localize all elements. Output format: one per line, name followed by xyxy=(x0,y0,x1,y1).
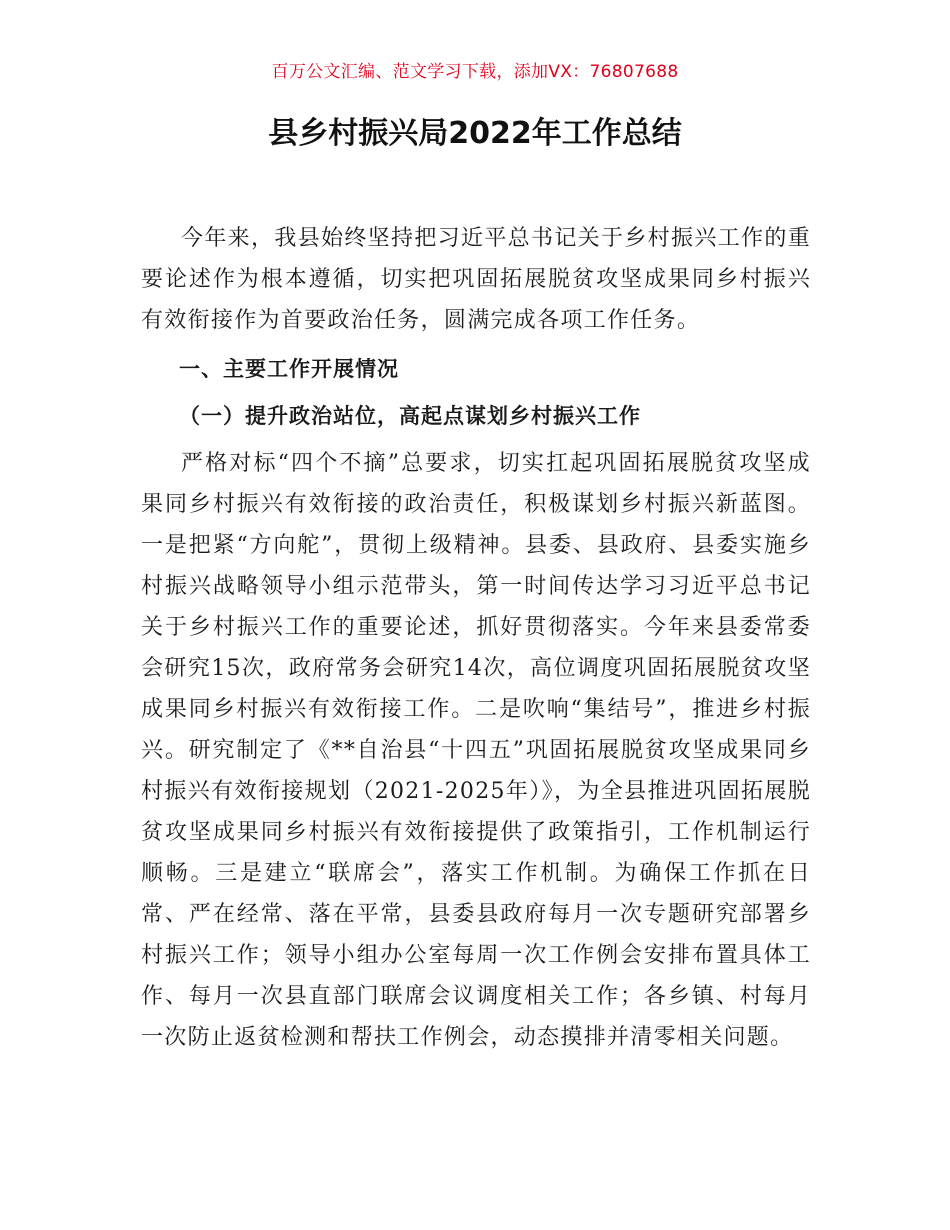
promo-banner: 百万公文汇编、范文学习下载，添加VX：76807688 xyxy=(271,62,679,82)
document-title: 县乡村振兴局2022年工作总结 xyxy=(268,116,682,151)
document-body xyxy=(141,218,811,1058)
intro-paragraph: 今年来，我县始终坚持把习近平总书记关于乡村振兴工作的重要论述作为根本遵循，切实把巩固拓展脱贫攻坚成果同乡村振兴有效衔接作为首要政治任务，圆满完成各项工作任务。 xyxy=(141,226,811,333)
subsection-heading: （一）提升政治站位，高起点谋划乡村振兴工作 xyxy=(179,404,641,428)
subsection-paragraph: 严格对标“四个不摘”总要求，切实扛起巩固拓展脱贫攻坚成果同乡村振兴有效衔接的政治责任，积极谋划乡村振兴新蓝图。一是把紧“方向舵”，贯彻上级精神。县委、县政府、县委实施乡村振兴战略领导小组示范带头，第一时间传达学习习近平总书记关于乡村振兴工作的重要论述，抓好贯彻落实。今年来县委常委会研究15次，政府常务会研究14次，高位调度巩固拓展脱贫攻坚成果同乡村振兴有效衔接工作。二是吹响“集结号”，推进乡村振兴。研究制定了《**自治县“十四五”巩固拓展脱贫攻坚成果同乡村振兴有效衔接规划（2021-2025年）》，为全县推进巩固拓展脱贫攻坚成果同乡村振兴有效衔接提供了政策指引，工作机制运行顺畅。三是建立“联席会”，落实工作机制。为确保工作抓在日常、严在经常、落在平常，县委县政府每月一次专题研究部署乡村振兴工作；领导小组办公室每周一次工作例会安排布置具体工作、每月一次县直部门联席会议调度相关工作；各乡镇、村每月一次防止返贫检测和帮扶工作例会，动态摸排并清零相关问题。 xyxy=(141,451,811,1050)
section-heading: 一、主要工作开展情况 xyxy=(179,357,399,381)
